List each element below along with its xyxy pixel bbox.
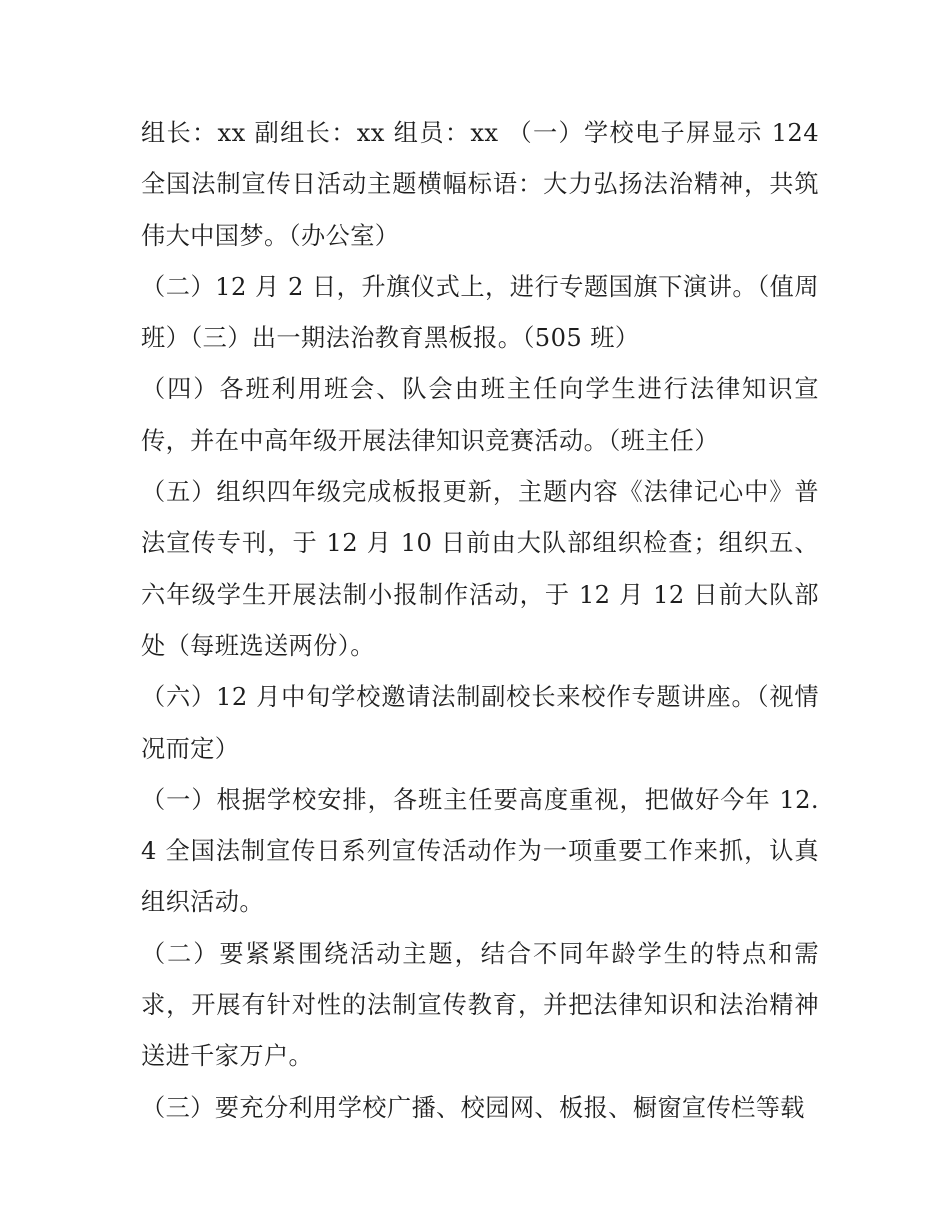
paragraph-lecture: （六）12 月中旬学校邀请法制副校长来校作专题讲座。（视情况而定） [141, 683, 819, 763]
paragraph-requirement-three: （三）要充分利用学校广播、校园网、板报、橱窗宣传栏等载 [141, 1093, 805, 1122]
paragraph-flag-speech-and-blackboard: （二）12 月 2 日，升旗仪式上，进行专题国旗下演讲。（值周班）（三）出一期法治教育黑板报。（505 班） [141, 272, 819, 353]
paragraph-requirement-two: （二）要紧紧围绕活动主题，结合不同年龄学生的特点和需求，开展有针对性的法制宣传教育，并把法律知识和法治精神送进千家万户。 [141, 939, 819, 1071]
paragraph-leadership-and-banner: 组长：xx 副组长：xx 组员：xx （一）学校电子屏显示 124 全国法制宣传日活动主题横幅标语：大力弘扬法治精神，共筑伟大中国梦。（办公室） [141, 119, 819, 250]
paragraph-requirement-one: （一）根据学校安排，各班主任要高度重视，把做好今年 12.4 全国法制宣传日系列宣传活动作为一项重要工作来抓，认真组织活动。 [141, 785, 819, 917]
document-body [141, 108, 819, 1134]
paragraph-class-meetings: （四）各班利用班会、队会由班主任向学生进行法律知识宣传，并在中高年级开展法律知识竞赛活动。（班主任） [141, 375, 819, 455]
paragraph-board-updates: （五）组织四年级完成板报更新，主题内容《法律记心中》普法宣传专刊，于 12 月 10 日前由大队部组织检查；组织五、六年级学生开展法制小报制作活动，于 12 月 12 日前大队部处（每班选送两份）。 [141, 478, 819, 660]
